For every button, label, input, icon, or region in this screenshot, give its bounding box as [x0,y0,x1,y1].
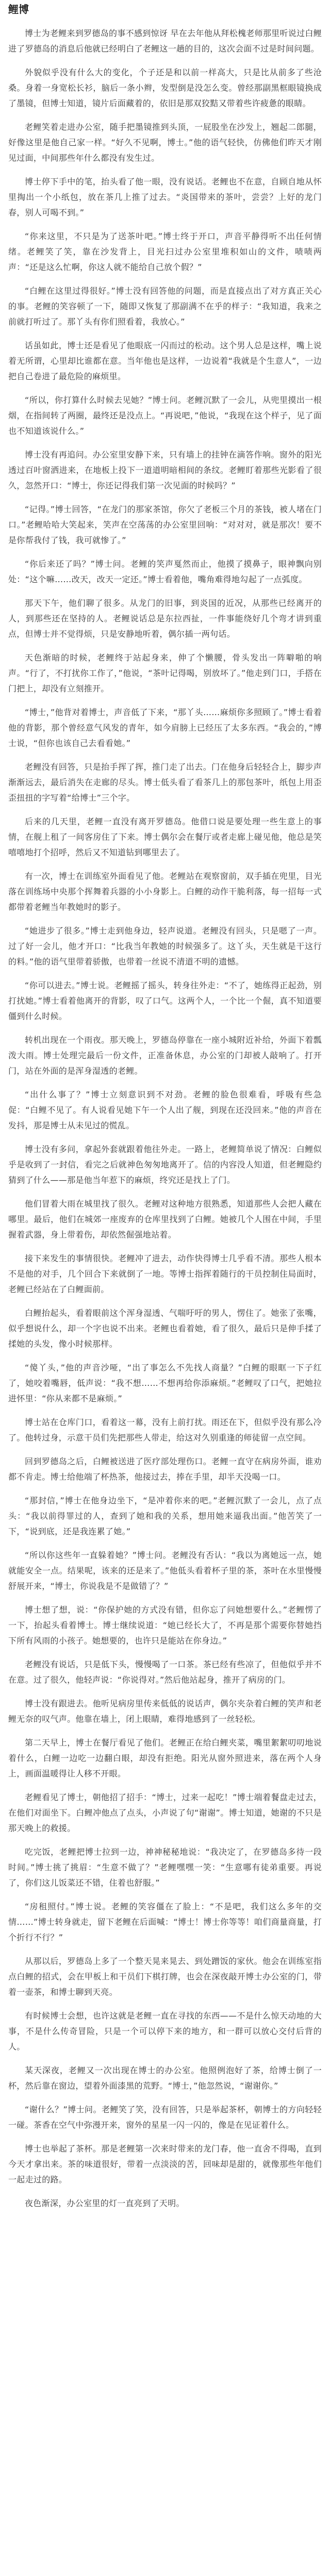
article-paragraph: 博士为老鲤来到罗德岛的事不感到惊讶 早在去年他从拜松槐老师那里听说过白鲤进了罗德岛的消息后他就已经明白了老鲤这一趟的目的，这次会面不过是时间问题。 [8,28,322,54]
article-paragraph: 转机出现在一个雨夜。那天晚上，罗德岛停靠在一座小城附近补给，外面下着瓢泼大雨。博士处理完最后一份文件，正准备休息，办公室的门却被人敲响了。打开门，站在外面的是浑身湿透的老鲤。 [8,1035,322,1076]
article-paragraph: “所以，你打算什么时候去见她？”博士问。老鲤沉默了一会儿，从兜里摸出一根烟，在指间转了两圈，最终还是没点上。“再说吧，”他说，“我现在这个样子，见了面也不知道该说什么。” [8,395,322,436]
article-paragraph: 接下来发生的事情很快。老鲤冲了进去，动作快得博士几乎看不清。那些人根本不是他的对手，几个回合下来就倒了一地。等博士指挥着随行的干员控制住局面时，老鲤已经站在了白鲤面前。 [8,1253,322,1294]
article-paragraph: “你后来还了吗？”博士问。老鲤的笑声戛然而止，他摸了摸鼻子，眼神飘向别处：“这个嘛……改天，改天一定还。”博士看着他，嘴角难得地勾起了一点弧度。 [8,559,322,584]
article-paragraph: 从那以后，罗德岛上多了一个整天晃来晃去、到处蹭饭的家伙。他会在训练室指点白鲤的招式，会在甲板上和干员们下棋打牌，也会在深夜敲开博士办公室的门，带着一壶茶，和博士聊到天亮。 [8,1956,322,1997]
article-paragraph: 老鲤没有说话，只是低下头，慢慢喝了一口茶。茶已经有些凉了，但他似乎并不在意。过了很久，他轻声说：“你说得对。”然后他站起身，推开了病房的门。 [8,1659,322,1685]
article-paragraph: “你可以进去。”博士说。老鲤摇了摇头，转身往外走：“不了，她练得正起劲，别打扰她。”博士看着他离开的背影，叹了口气。这两个人，一个比一个倔，真不知道要僵到什么时候。 [8,980,322,1021]
article-paragraph: 话虽如此，博士还是看见了他眼底一闪而过的松动。这个男人总是这样，嘴上说着无所谓，心里却比谁都在意。当年他也是这样，一边说着“我就是个生意人”，一边把自己卷进了最危险的麻烦里。 [8,341,322,381]
article-paragraph: 那天下午，他们聊了很多。从龙门的旧事，到炎国的近况，从那些已经离开的人，到那些还在坚持的人。老鲤说话总是东拉西扯，一件事能绕好几个弯才讲到重点，但博士并不觉得烦，只是安静地听着，偶尔插一两句话。 [8,598,322,639]
article-paragraph: “傻丫头，”他的声音沙哑，“出了事怎么不先找人商量？”白鲤的眼眶一下子红了，她咬着嘴唇，低声说：“我不想……不想再给你添麻烦。”老鲤叹了口气，把她拉进怀里：“你从来都不是麻烦。” [8,1363,322,1403]
article-paragraph: “你来这里，不只是为了送茶叶吧。”博士终于开口，声音平静得听不出任何情绪。老鲤笑了笑，靠在沙发背上，目光扫过办公室里堆积如山的文件，啧啧两声：“还是这么忙啊，你这人就不能给自己放个假？” [8,231,322,272]
article-paragraph: 博士站在仓库门口，看着这一幕，没有上前打扰。雨还在下，但似乎没有那么冷了。他转过身，示意干员们先把那些人带走，给这对久别重逢的师徒留一点空间。 [8,1417,322,1443]
article-paragraph: “所以你这些年一直躲着她？”博士问。老鲤没有否认：“我以为离她远一点，她就能安全一点。结果呢，该来的还是来了。”他低头看着杯子里的茶，茶叶在水里慢慢舒展开来，“博士，你说我是不是做错了？” [8,1550,322,1591]
article-paragraph: “白鲤在这里过得很好。”博士没有回答他的问题，而是直接点出了对方真正关心的事。老鲤的笑容顿了一下，随即又恢复了那副满不在乎的样子：“我知道，我来之前就打听过了。那丫头有你们照看着，我放心。” [8,286,322,327]
article-paragraph: “房租照付。”博士说。老鲤的笑容僵在了脸上：“不是吧，我们这么多年的交情……”博士转身就走，留下老鲤在后面喊：“博士！博士你等等！咱们商量商量，打个折行不行？” [8,1902,322,1942]
article-paragraph: 回到罗德岛之后，白鲤被送进了医疗部处理伤口。老鲤一直守在病房外面，谁劝都不肯走。博士给他端了杯热茶，他接过去，捧在手里，却半天没喝一口。 [8,1456,322,1482]
article-paragraph: 夜色渐深，办公室里的灯一直亮到了天明。 [25,2198,185,2208]
article-paragraph: “出什么事了？”博士立刻意识到不对劲。老鲤的脸色很难看，呼吸有些急促：“白鲤不见了。有人说看见她下午一个人出了舰，到现在还没回来。”他的声音在发抖，那是博士从未见过的慌乱。 [8,1090,322,1130]
article-paragraph: 老鲤没有回答，只是抬手挥了挥，推门走了出去。门在他身后轻轻合上，脚步声渐渐远去，最后消失在走廊的尽头。博士低头看了看茶几上的那包茶叶，纸包上用歪歪扭扭的字写着“给博士”三个字。 [8,762,322,803]
article-paragraph: “记得。”博士回答，“在龙门的那家茶馆，你欠了老板三个月的茶钱，被人堵在门口。”老鲤哈哈大笑起来，笑声在空荡荡的办公室里回响：“对对对，就是那次！要不是你帮我付了钱，我可就惨了。” [8,504,322,545]
article-paragraph: 博士也举起了茶杯。那是老鲤第一次来时带来的龙门春，他一直舍不得喝，直到今天才拿出来。茶的味道很好，带着一点淡淡的苦，回味却是甜的，就像那些年他们一起走过的路。 [8,2144,322,2184]
article-paragraph: 有一次，博士在训练室外面看见了他。老鲤站在观察窗前，双手插在兜里，目光落在训练场中央那个挥舞着兵器的小小身影上。白鲤的动作干脆利落，每一招每一式都带着老鲤当年教她时的影子。 [8,871,322,912]
article-paragraph: 他们冒着大雨在城里找了很久。老鲤对这种地方很熟悉，知道那些人会把人藏在哪里。最后，他们在城郊一座废弃的仓库里找到了白鲤。她被几个人围在中间，手里握着武器，身上带着伤，却依然倔强地站着。 [8,1199,322,1240]
article-paragraph: “她进步了很多。”博士走到他身边，轻声说道。老鲤没有回头，只是嗯了一声。过了好一会儿，他才开口：“比我当年教她的时候强多了。这丫头，天生就是干这行的料。”他的语气里带着骄傲，也带着一丝说不清道不明的遗憾。 [8,926,322,967]
article-paragraph: 白鲤抬起头，看着眼前这个浑身湿透、气喘吁吁的男人，愣住了。她张了张嘴，似乎想说什么，却一个字也说不出来。老鲤也看着她，看了很久，最后只是伸手揉了揉她的头发，像小时候那样。 [8,1308,322,1349]
article-paragraph: 博士想了想，说：“你保护她的方式没有错，但你忘了问她想要什么。”老鲤愣了一下，抬起头看着博士。博士继续说道：“她已经长大了，不再是那个需要你替她挡下所有风雨的小孩子。她想要的，也许只是能站在你身边。” [8,1605,322,1646]
article-paragraph: “博士，”他背对着博士，声音低了下来，“那丫头……麻烦你多照顾了。”博士看着他的背影，那个曾经意气风发的青年，如今肩膀上已经压了太多东西。“我会的，”博士说，“但你也该自己去看看她。” [8,707,322,748]
article-paragraph: 吃完饭，老鲤把博士拉到一边，神神秘秘地说：“我决定了，在罗德岛多待一段时间。”博士挑了挑眉：“生意不做了？”老鲤嘿嘿一笑：“生意哪有徒弟重要。再说了，你们这儿饭菜还不错，住着也舒服。” [8,1847,322,1888]
article-paragraph: 某天深夜，老鲤又一次出现在博士的办公室。他照例泡好了茶，给博士倒了一杯，然后靠在窗边，望着外面漆黑的荒野。“博士，”他忽然说，“谢谢你。” [8,2065,322,2091]
article-paragraph: 第二天早上，博士在餐厅看见了他们。老鲤正在给白鲤夹菜，嘴里絮絮叨叨地说着什么，白鲤一边吃一边翻白眼，却没有拒绝。阳光从窗外照进来，落在两个人身上，画面温暖得让人移不开眼。 [8,1738,322,1778]
article-body [8,26,322,2211]
article-paragraph: 天色渐暗的时候，老鲤终于站起身来，伸了个懒腰，骨头发出一阵噼啪的响声。“行了，不打扰你工作了，”他说，“茶叶记得喝，别放坏了。”他走到门口，手搭在门把上，却没有立刻推开。 [8,653,322,693]
article-paragraph: “谢什么？”博士问。老鲤笑了笑，没有回答，只是举起茶杯，朝博士的方向轻轻一碰。茶香在空气中弥漫开来，窗外的星星一闪一闪的，像是在见证着什么。 [8,2105,322,2130]
article-paragraph: “那封信，”博士在他身边坐下，“是冲着你来的吧。”老鲤沉默了一会儿，点了点头：“我以前得罪过的人，查到了她和我的关系，想用她来逼我出面。”他苦笑了一下，“说到底，还是我连累了她。” [8,1496,322,1536]
article-paragraph: 后来的几天里，老鲤一直没有离开罗德岛。他借口说是要处理一些生意上的事情，在舰上租了一间客房住了下来。博士偶尔会在餐厅或者走廊上碰见他，他总是笑嘻嘻地打个招呼，然后又不知道钻到哪里去了。 [8,817,322,857]
article-paragraph: 博士没有跟进去。他听见病房里传来低低的说话声，偶尔夹杂着白鲤的笑声和老鲤无奈的叹气声。他靠在墙上，闭上眼睛，难得地感到了一丝轻松。 [8,1699,322,1724]
article-paragraph: 外貌似乎没有什么大的变化，个子还是和以前一样高大，只是比从前多了些沧桑。身着一身宽松长衫，脑后一条小辫，发型倒是没怎么变。曾经那副黑框眼镜换成了墨镜，但博士知道，镜片后面藏着的，依旧是那双狡黠又带着些许疲惫的眼睛。 [8,67,322,108]
article-paragraph: 博士停下手中的笔，抬头看了他一眼，没有说话。老鲤也不在意，自顾自地从怀里掏出一个小纸包，放在茶几上推了过去。“炎国带来的茶叶，尝尝？上好的龙门春，别人可喝不到。” [8,177,322,217]
article-paragraph: 老鲤笑着走进办公室，随手把墨镜推到头顶，一屁股坐在沙发上，翘起二郎腿，好像这里是他自己家一样。“好久不见啊，博士。”他的语气轻快，仿佛他们昨天才刚见过面，中间那些年什么都没有发生过。 [8,122,322,163]
article-paragraph: 博士没有多问，拿起外套就跟着他往外走。一路上，老鲤简单说了情况：白鲤似乎是收到了一封信，看完之后就神色匆匆地离开了。信的内容没人知道，但老鲤隐约猜到了什么——那是他当年惹下的麻烦，终究还是找上了门。 [8,1144,322,1185]
article-paragraph: 有时候博士会想，也许这就是老鲤一直在寻找的东西——不是什么惊天动地的大事，不是什么传奇冒险，只是一个可以停下来的地方，和一群可以放心交付后背的人。 [8,2011,322,2052]
article-title: 鲤博 [8,3,29,15]
article-paragraph: 老鲤看见了博士，朝他招了招手：“博士，过来一起吃！”博士端着餐盘走过去，在他们对面坐下。白鲤冲他点了点头，小声说了句“谢谢”。博士知道，她谢的不只是那天晚上的救援。 [8,1792,322,1833]
article-paragraph: 博士没有再追问。办公室里安静下来，只有墙上的挂钟在滴答作响。窗外的阳光透过百叶窗洒进来，在地板上投下一道道明暗相间的条纹。老鲤盯着那些光影看了很久，忽然开口：“博士，你还记得我们第一次见面的时候吗？” [8,450,322,490]
